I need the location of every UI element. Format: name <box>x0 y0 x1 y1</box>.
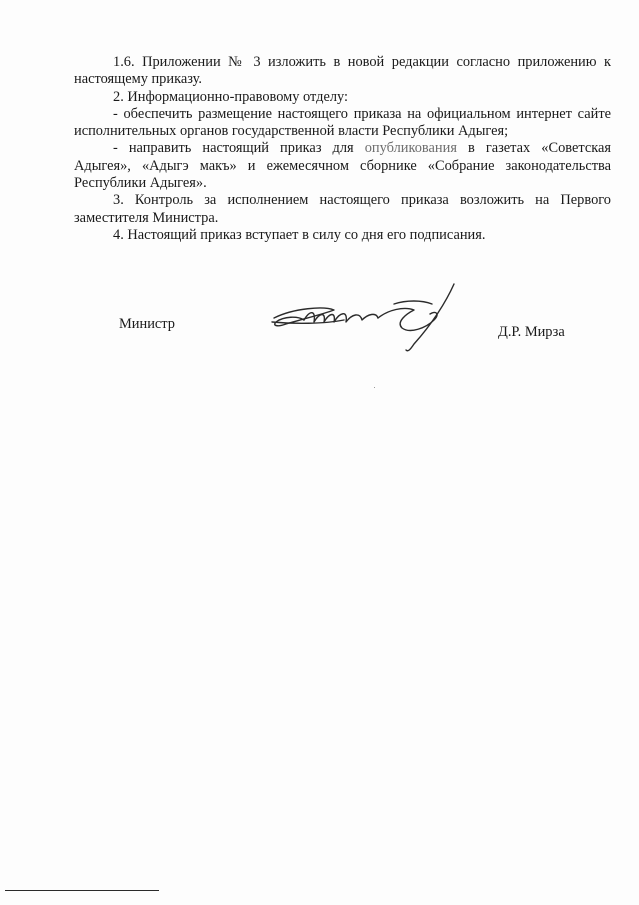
paragraph-2-item-2 <box>74 140 611 192</box>
signature-block <box>0 280 639 360</box>
scan-speck <box>374 387 375 388</box>
paragraph-4: 4. Настоящий приказ вступает в силу со дня его подписания. <box>113 226 486 243</box>
paragraph-2-item-2-end: в газетах «Советская Адыгея», «Адыгэ макъ» и ежемесячном сборнике «Собрание законодательства Республики Адыгея». <box>74 140 611 192</box>
signer-position: Министр <box>119 316 175 332</box>
paragraph-2: 2. Информационно-правовому отделу: <box>113 88 349 105</box>
paragraph-3: 3. Контроль за исполнением настоящего приказа возложить на Первого заместителя Министра. <box>74 192 611 226</box>
paragraph-2-item-2-faint: опубликования <box>364 140 457 157</box>
footnote-separator <box>5 890 159 891</box>
paragraph-2-item-1: - обеспечить размещение настоящего приказа на официальном интернет сайте исполнительных органов государственной власти Республики Адыгея; <box>74 105 611 140</box>
signer-name: Д.Р. Мирза <box>498 324 565 340</box>
paragraph-1-6: 1.6. Приложении № 3 изложить в новой редакции согласно приложению к настоящему приказу. <box>74 54 611 88</box>
order-text <box>74 54 611 244</box>
handwritten-signature <box>264 280 464 360</box>
paragraph-2-item-2-start: - направить настоящий приказ для <box>113 140 365 157</box>
